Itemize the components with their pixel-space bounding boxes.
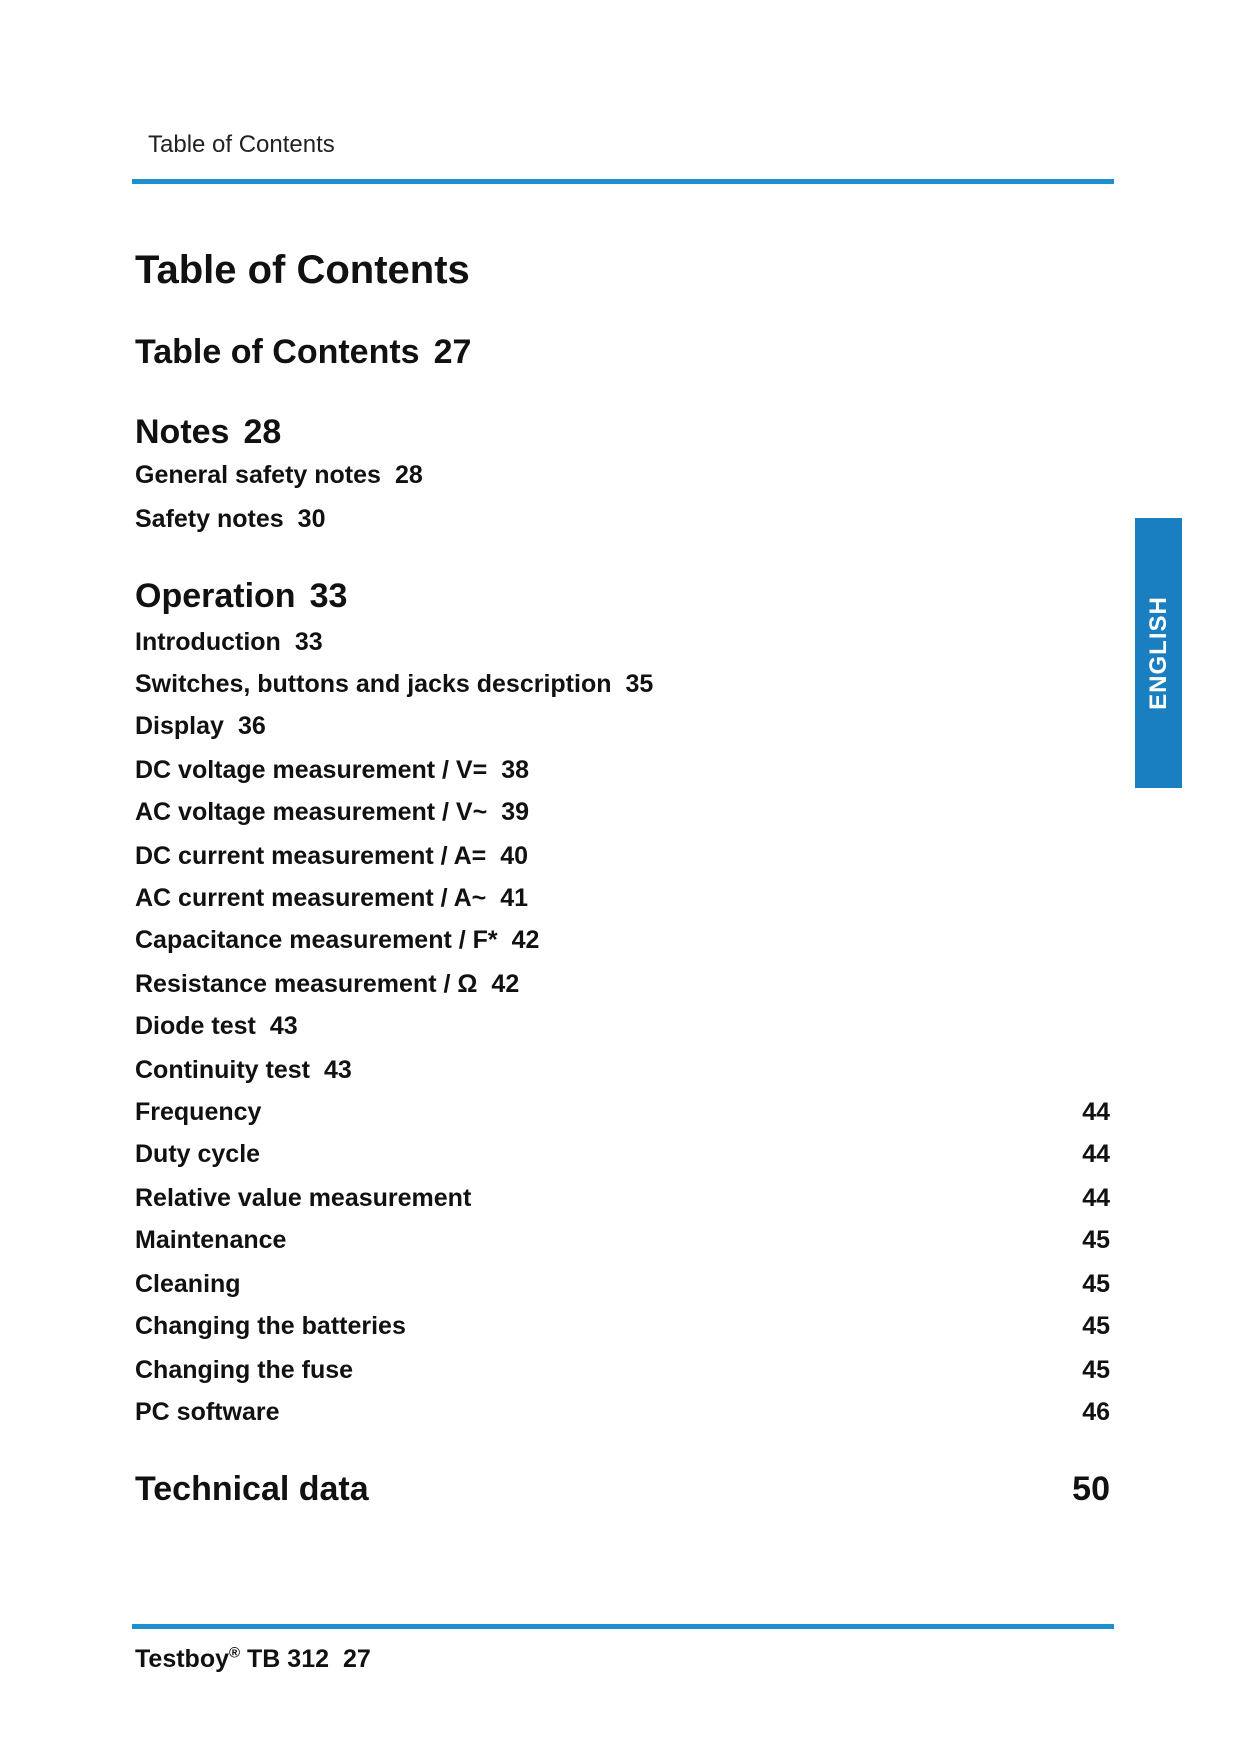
toc-item-pc-software-label[interactable]: PC software xyxy=(135,1398,280,1426)
toc-item-ac-voltage[interactable] xyxy=(135,798,529,827)
toc-item-general-safety-notes[interactable] xyxy=(135,461,423,490)
item-page: 36 xyxy=(237,712,266,740)
toc-item-capacitance[interactable] xyxy=(135,926,539,955)
item-page: 38 xyxy=(501,756,530,784)
item-page: 40 xyxy=(500,842,529,870)
language-label: ENGLISH xyxy=(1144,596,1172,710)
footer-model: TB 312 xyxy=(247,1645,329,1673)
item-label: Display xyxy=(135,712,224,740)
toc-item-relative-value-label[interactable]: Relative value measurement xyxy=(135,1184,472,1212)
section-title: Operation xyxy=(135,577,296,615)
section-page: 33 xyxy=(309,577,348,615)
page-title: Table of Contents xyxy=(135,248,470,292)
toc-item-switches[interactable] xyxy=(135,670,653,699)
toc-item-frequency-label[interactable]: Frequency xyxy=(135,1098,262,1126)
toc-item-safety-notes[interactable] xyxy=(135,505,325,534)
toc-item-ac-current[interactable] xyxy=(135,884,528,913)
toc-item-changing-batteries-label[interactable]: Changing the batteries xyxy=(135,1312,406,1340)
registered-mark: ® xyxy=(229,1644,241,1662)
toc-item-changing-fuse-label[interactable]: Changing the fuse xyxy=(135,1356,354,1384)
toc-item-cleaning-label[interactable]: Cleaning xyxy=(135,1270,241,1298)
item-label: Diode test xyxy=(135,1012,256,1040)
item-label: Introduction xyxy=(135,628,281,656)
header-rule xyxy=(132,179,1114,184)
item-page: 43 xyxy=(269,1012,298,1040)
section-page: 28 xyxy=(243,413,282,451)
footer-rule xyxy=(132,1624,1114,1629)
toc-item-changing-fuse-page: 45 xyxy=(1082,1356,1110,1384)
item-label: AC voltage measurement / V~ xyxy=(135,798,488,826)
toc-item-changing-batteries-page: 45 xyxy=(1082,1312,1110,1340)
item-label: Resistance measurement / Ω xyxy=(135,970,478,998)
section-page: 27 xyxy=(433,333,472,371)
footer xyxy=(135,1645,371,1674)
toc-section-technical-data-label[interactable]: Technical data xyxy=(135,1470,369,1508)
toc-item-pc-software-page: 46 xyxy=(1082,1398,1110,1426)
toc-item-maintenance-label[interactable]: Maintenance xyxy=(135,1226,287,1254)
item-page: 43 xyxy=(324,1056,352,1084)
footer-brand: Testboy xyxy=(135,1645,229,1673)
item-label: DC current measurement / A= xyxy=(135,842,487,870)
item-page: 39 xyxy=(501,798,530,826)
item-page: 41 xyxy=(500,884,529,912)
toc-section-technical-data-page: 50 xyxy=(1072,1470,1110,1508)
toc-item-duty-cycle-label[interactable]: Duty cycle xyxy=(135,1140,261,1168)
language-tab xyxy=(1135,518,1182,788)
toc-section-operation[interactable] xyxy=(135,577,347,616)
footer-page: 27 xyxy=(343,1645,371,1673)
toc-item-dc-voltage[interactable] xyxy=(135,756,529,785)
item-label: AC current measurement / A~ xyxy=(135,884,487,912)
item-label: General safety notes xyxy=(135,461,381,489)
item-page: 28 xyxy=(394,461,423,489)
item-label: Capacitance measurement / F* xyxy=(135,926,498,954)
item-page: 33 xyxy=(294,628,323,656)
toc-item-introduction[interactable] xyxy=(135,628,323,657)
toc-item-dc-current[interactable] xyxy=(135,842,528,871)
item-page: 35 xyxy=(625,670,654,698)
item-label: Continuity test xyxy=(135,1056,310,1084)
toc-section-notes[interactable] xyxy=(135,413,281,452)
item-page: 42 xyxy=(511,926,540,954)
toc-item-display[interactable] xyxy=(135,712,266,741)
toc-item-continuity-test[interactable] xyxy=(135,1056,352,1085)
toc-item-relative-value-page: 44 xyxy=(1082,1184,1110,1212)
section-title: Table of Contents xyxy=(135,333,420,371)
item-label: Switches, buttons and jacks description xyxy=(135,670,612,698)
toc-item-duty-cycle-page: 44 xyxy=(1082,1140,1110,1168)
item-label: DC voltage measurement / V= xyxy=(135,756,488,784)
toc-item-diode-test[interactable] xyxy=(135,1012,298,1041)
item-label: Safety notes xyxy=(135,505,284,533)
toc-item-maintenance-page: 45 xyxy=(1082,1226,1110,1254)
toc-item-resistance[interactable] xyxy=(135,970,519,999)
toc-item-cleaning-page: 45 xyxy=(1082,1270,1110,1298)
item-page: 30 xyxy=(297,505,326,533)
item-page: 42 xyxy=(491,970,520,998)
toc-item-frequency-page: 44 xyxy=(1082,1098,1110,1126)
section-title: Notes xyxy=(135,413,230,451)
toc-section-contents[interactable] xyxy=(135,333,471,372)
running-header: Table of Contents xyxy=(148,131,335,158)
